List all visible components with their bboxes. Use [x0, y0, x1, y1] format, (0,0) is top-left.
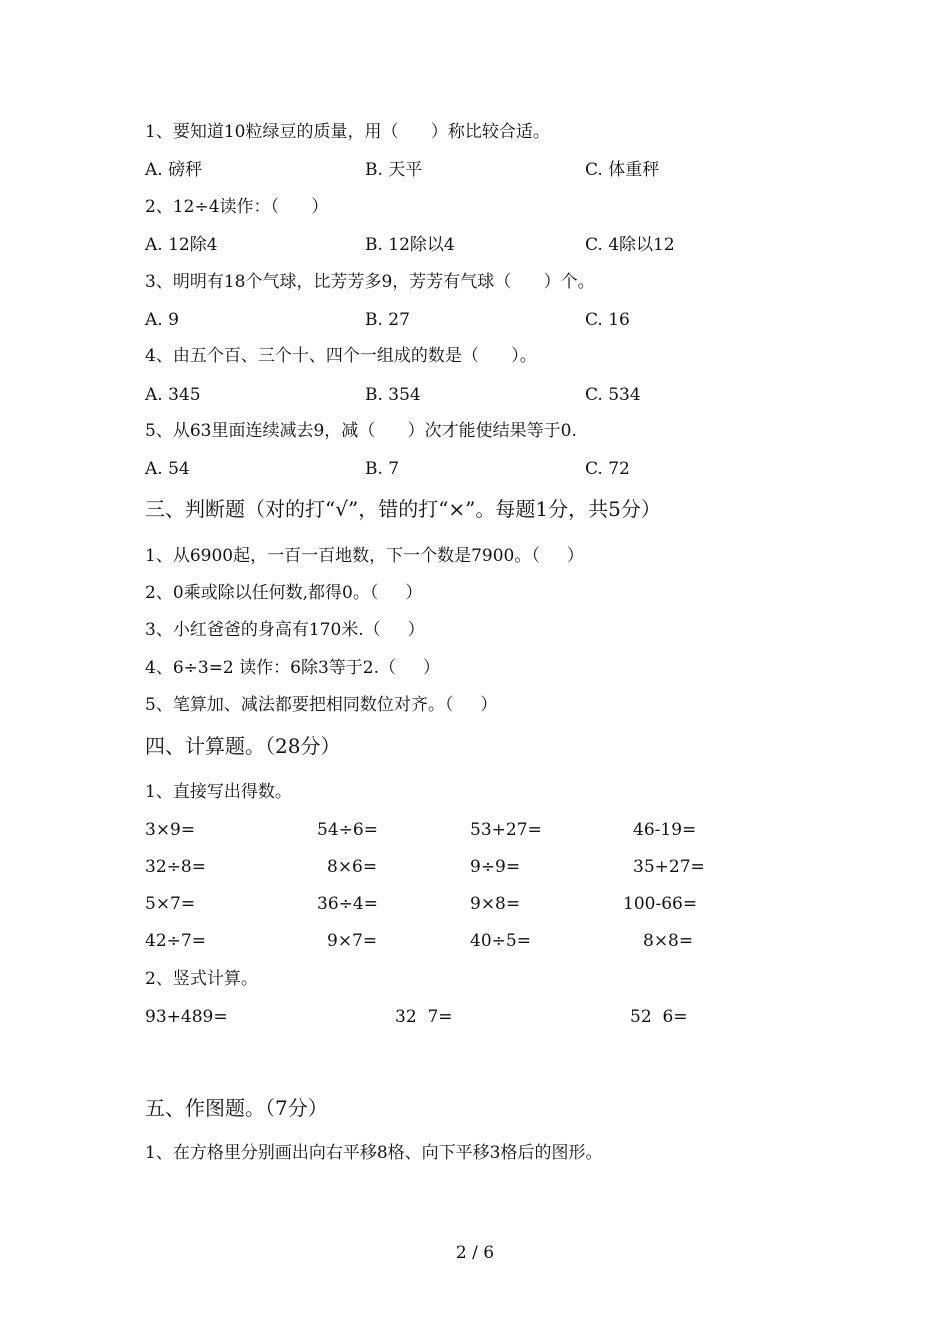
- calc-cell: 5×7=: [145, 894, 196, 914]
- calc-cell: 42÷7=: [145, 931, 206, 951]
- judge-item-1: 1、从6900起，一百一百地数，下一个数是7900。（ ）: [145, 546, 584, 566]
- question-2-stem: 2、12÷4读作：（ ）: [145, 197, 329, 217]
- question-3-option-c: C. 16: [585, 310, 630, 330]
- calc-cell: 9÷9=: [470, 857, 521, 877]
- vertical-calc-2: 32 7=: [395, 1007, 453, 1027]
- page-number: 2 / 6: [455, 1243, 495, 1263]
- calc-cell: 100-66=: [623, 894, 698, 914]
- calc-cell: 8×8=: [643, 931, 694, 951]
- calc-cell: 36÷4=: [317, 894, 378, 914]
- question-2-option-b: B. 12除以4: [365, 235, 455, 255]
- calc-cell: 40÷5=: [470, 931, 531, 951]
- question-5-option-c: C. 72: [585, 459, 630, 479]
- question-4-stem: 4、由五个百、三个十、四个一组成的数是（ ）。: [145, 346, 537, 366]
- question-5-option-b: B. 7: [365, 459, 400, 479]
- question-2-option-a: A. 12除4: [145, 235, 218, 255]
- question-4-option-b: B. 354: [365, 385, 421, 405]
- question-3-option-a: A. 9: [145, 310, 179, 330]
- judge-item-3: 3、小红爸爸的身高有170米.（ ）: [145, 620, 425, 640]
- calc-cell: 53+27=: [470, 820, 542, 840]
- question-5-stem: 5、从63里面连续减去9，减（ ）次才能使结果等于0.: [145, 421, 577, 441]
- calc-cell: 35+27=: [633, 857, 705, 877]
- calc-cell: 9×7=: [327, 931, 378, 951]
- vertical-calc-1: 93+489=: [145, 1007, 228, 1027]
- question-3-stem: 3、明明有18个气球，比芳芳多9，芳芳有气球（ ）个。: [145, 272, 595, 292]
- section-judge-title: 三、判断题（对的打“√”，错的打“×”。每题1分，共5分）: [145, 497, 661, 521]
- section-calc-title: 四、计算题。（28分）: [145, 734, 341, 758]
- question-4-option-a: A. 345: [145, 385, 201, 405]
- question-2-option-c: C. 4除以12: [585, 235, 675, 255]
- calc-cell: 32÷8=: [145, 857, 206, 877]
- calc-cell: 8×6=: [327, 857, 378, 877]
- draw-sub-1: 1、在方格里分别画出向右平移8格、向下平移3格后的图形。: [145, 1143, 603, 1163]
- calc-sub-2: 2、竖式计算。: [145, 969, 258, 989]
- question-4-option-c: C. 534: [585, 385, 641, 405]
- question-5-option-a: A. 54: [145, 459, 190, 479]
- calc-sub-1: 1、直接写出得数。: [145, 782, 292, 802]
- judge-item-4: 4、6÷3=2 读作：6除3等于2.（ ）: [145, 658, 441, 678]
- calc-cell: 46-19=: [633, 820, 697, 840]
- calc-cell: 3×9=: [145, 820, 196, 840]
- calc-cell: 9×8=: [470, 894, 521, 914]
- question-1-option-c: C. 体重秤: [585, 160, 660, 180]
- vertical-calc-3: 52 6=: [630, 1007, 688, 1027]
- judge-item-2: 2、0乘或除以任何数,都得0。（ ）: [145, 583, 423, 603]
- judge-item-5: 5、笔算加、减法都要把相同数位对齐。（ ）: [145, 695, 498, 715]
- question-1-option-b: B. 天平: [365, 160, 423, 180]
- question-1-option-a: A. 磅秤: [145, 160, 203, 180]
- question-3-option-b: B. 27: [365, 310, 410, 330]
- question-1-stem: 1、要知道10粒绿豆的质量，用（ ）称比较合适。: [145, 122, 550, 142]
- calc-cell: 54÷6=: [317, 820, 378, 840]
- section-draw-title: 五、作图题。（7分）: [145, 1096, 328, 1120]
